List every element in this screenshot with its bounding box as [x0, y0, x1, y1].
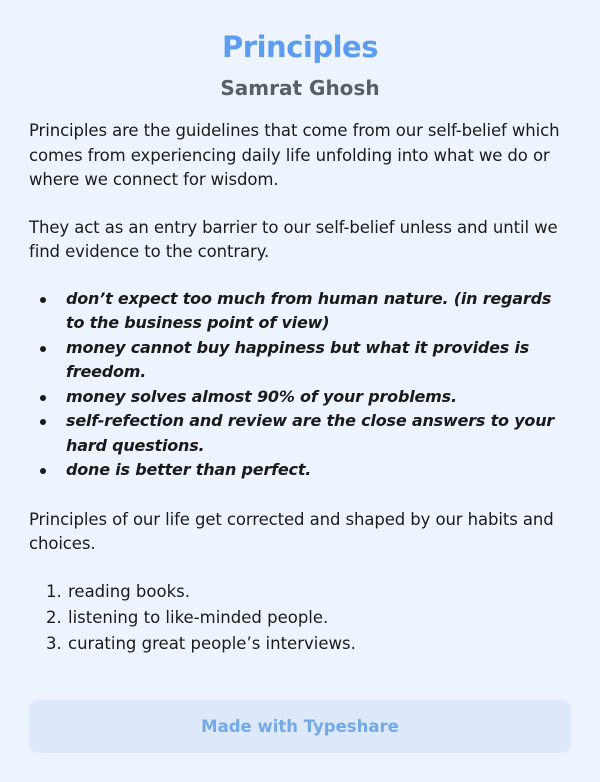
list-item-text: done is better than perfect. [66, 460, 312, 479]
list-item [29, 458, 571, 483]
paragraph-intro: Principles are the guidelines that come from our self-belief which comes from experiencing daily life unfolding into what we do or where we connect for wisdom. [29, 121, 560, 189]
paragraph-barrier: They act as an entry barrier to our self-belief unless and until we find evidence to the contrary. [29, 217, 558, 261]
list-item [29, 287, 571, 336]
list-item [29, 336, 571, 385]
item-number: 2. [46, 607, 62, 627]
list-item [29, 385, 571, 410]
numbered-item-text: curating great people’s interviews. [68, 633, 356, 653]
numbered-item [29, 631, 571, 657]
bullet-dot [40, 346, 46, 352]
list-item [29, 409, 571, 458]
numbered-item-text: listening to like-minded people. [68, 607, 329, 627]
principles-list [29, 287, 571, 483]
bullet-dot [40, 297, 46, 303]
list-item-text: self-refection and review are the close answers to your hard questions. [66, 411, 555, 455]
made-with-typeshare-banner[interactable]: Made with Typeshare [29, 700, 571, 753]
numbered-item [29, 605, 571, 631]
numbered-item-text: reading books. [68, 581, 190, 601]
bullet-dot [40, 395, 46, 401]
numbered-item [29, 579, 571, 605]
author-name: Samrat Ghosh [220, 76, 380, 100]
habits-list [29, 579, 571, 657]
list-item-text: money cannot buy happiness but what it provides is freedom. [66, 337, 530, 381]
paragraph-habits: Principles of our life get corrected and shaped by our habits and choices. [29, 509, 554, 553]
list-item-text: money solves almost 90% of your problems. [66, 386, 457, 406]
document-title: Principles [222, 30, 378, 64]
item-number: 3. [46, 633, 62, 653]
list-item-text: don’t expect too much from human nature. (in regards to the business point of view) [66, 288, 552, 332]
bullet-dot [40, 468, 46, 474]
item-number: 1. [46, 581, 62, 601]
bullet-dot [40, 419, 46, 425]
